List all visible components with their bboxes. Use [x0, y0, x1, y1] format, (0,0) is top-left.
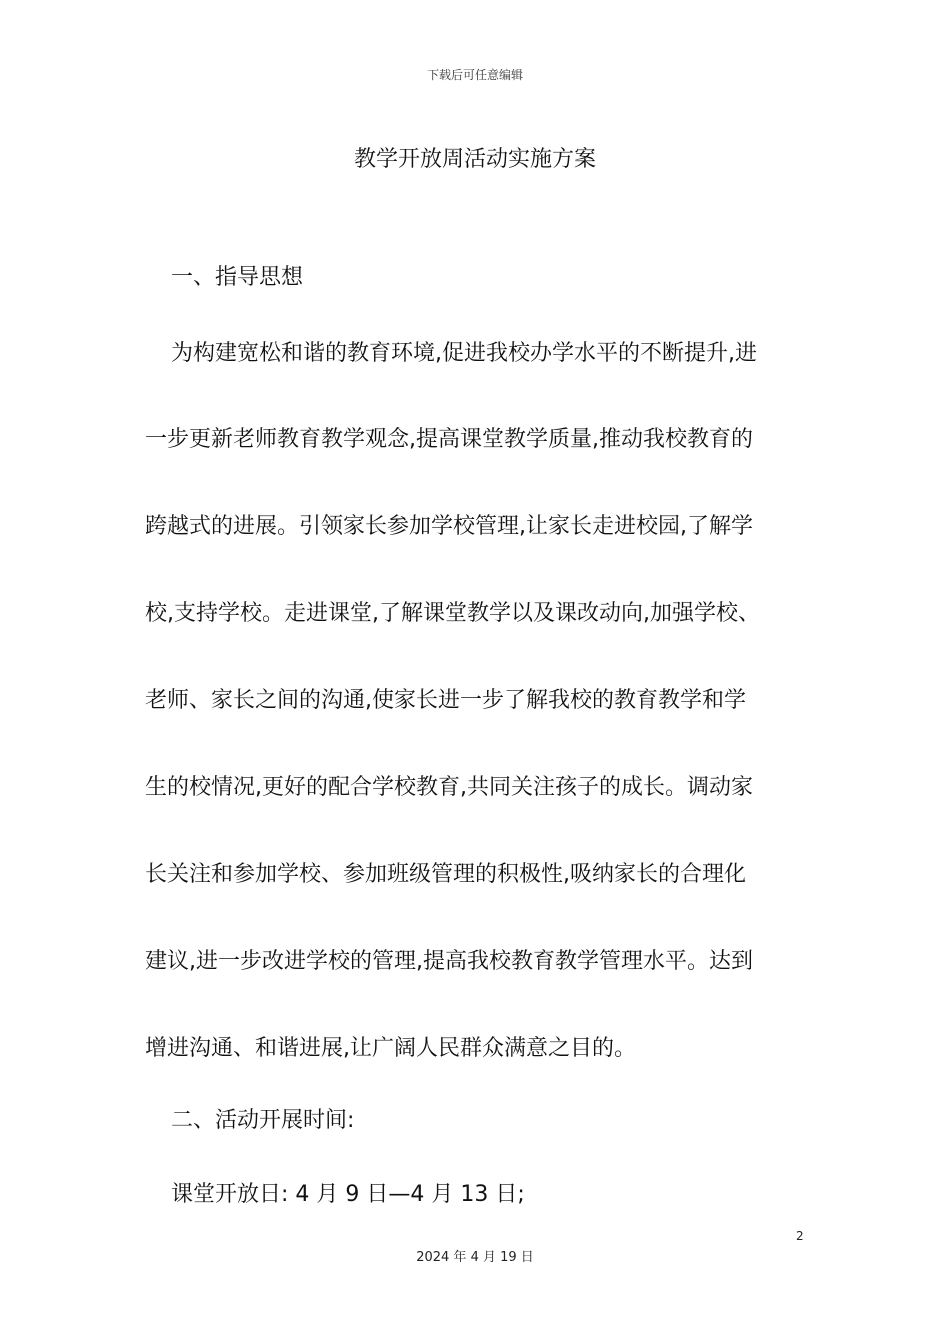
paragraph-line: 建议,进一步改进学校的管理,提高我校教育教学管理水平。达到	[145, 949, 753, 974]
footer-date: 2024 年 4 月 19 日	[416, 1250, 534, 1265]
paragraph-line: 为构建宽松和谐的教育环境,促进我校办学水平的不断提升,进	[171, 341, 757, 366]
schedule-line: 课堂开放日: 4 月 9 日—4 月 13 日;	[171, 1182, 525, 1207]
paragraph-line: 长关注和参加学校、参加班级管理的积极性,吸纳家长的合理化	[145, 862, 746, 887]
paragraph-line: 增进沟通、和谐进展,让广阔人民群众满意之目的。	[145, 1036, 636, 1061]
paragraph-line: 跨越式的进展。引领家长参加学校管理,让家长走进校园,了解学	[145, 514, 753, 539]
paragraph-line: 校,支持学校。走进课堂,了解课堂教学以及课改动向,加强学校、	[145, 601, 760, 626]
header-note: 下载后可任意编辑	[426, 68, 523, 82]
section-heading-guiding-ideology: 一、指导思想	[171, 265, 304, 290]
paragraph-line: 生的校情况,更好的配合学校教育,共同关注孩子的成长。调动家	[145, 775, 753, 800]
section-heading-activity-time: 二、活动开展时间:	[171, 1108, 355, 1133]
page-number: 2	[796, 1229, 804, 1243]
paragraph-line: 一步更新老师教育教学观念,提高课堂教学质量,推动我校教育的	[145, 427, 753, 452]
paragraph-line: 老师、家长之间的沟通,使家长进一步了解我校的教育教学和学	[145, 688, 746, 713]
document-title: 教学开放周活动实施方案	[353, 147, 596, 172]
